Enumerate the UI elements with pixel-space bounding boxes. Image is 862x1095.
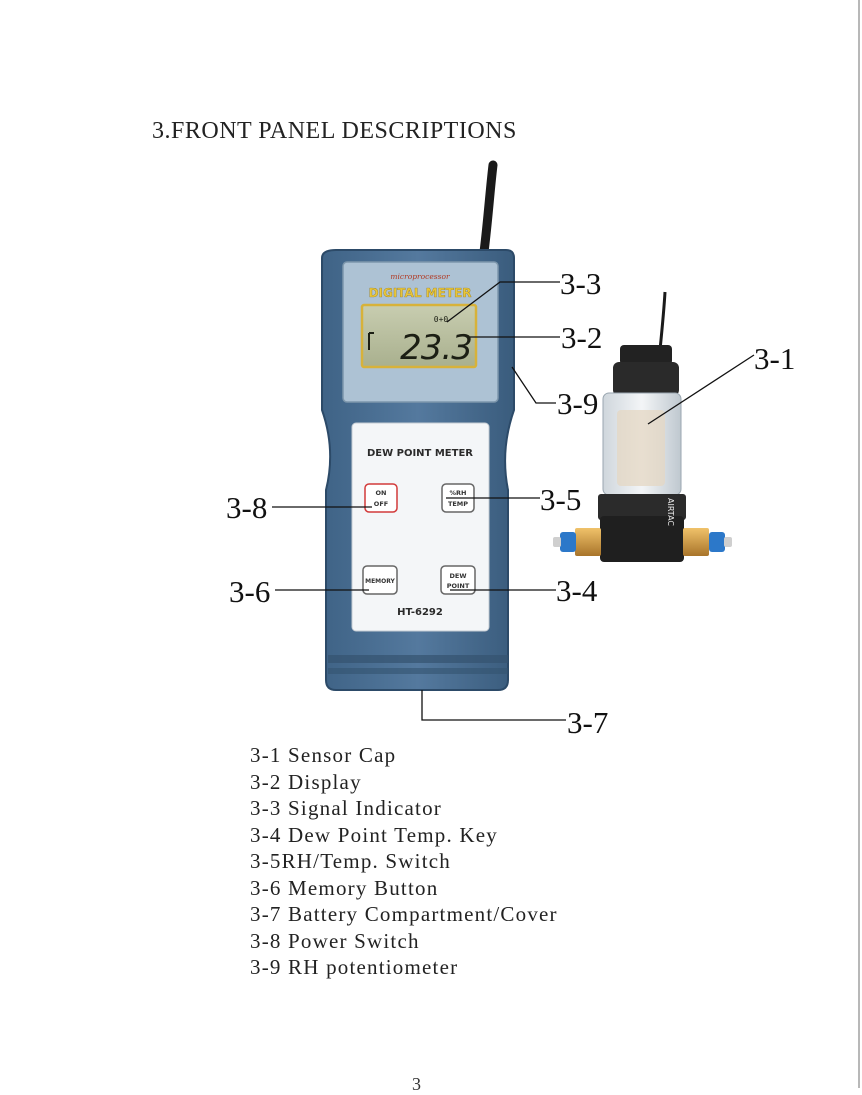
keypad-panel — [352, 423, 489, 631]
svg-text:TEMP: TEMP — [447, 500, 469, 508]
model-text: HT-6292 — [397, 607, 443, 618]
callout-3-7: 3-7 — [567, 705, 609, 740]
svg-text:DEW: DEW — [449, 572, 467, 580]
legend-item: 3-9 RH potentiometer — [250, 955, 459, 979]
callout-3-2: 3-2 — [561, 320, 603, 355]
callout-3-6: 3-6 — [229, 574, 271, 609]
svg-text:POINT: POINT — [446, 582, 470, 590]
meter-cable — [484, 165, 493, 252]
legend-item: 3-2 Display — [250, 769, 362, 794]
svg-text:OFF: OFF — [373, 500, 389, 508]
legend-item: 3-3 Signal Indicator — [250, 796, 442, 820]
legend-item: 3-1 Sensor Cap — [250, 743, 397, 767]
callout-3-8: 3-8 — [226, 490, 268, 525]
callout-3-5: 3-5 — [540, 482, 582, 517]
svg-text:MEMORY: MEMORY — [365, 578, 395, 585]
panel-title-text: DEW POINT METER — [366, 448, 474, 459]
svg-text:ON: ON — [375, 489, 387, 497]
page-number: 3 — [412, 1074, 421, 1094]
leader-3-9 — [512, 367, 556, 403]
legend-item: 3-7 Battery Compartment/Cover — [250, 902, 558, 926]
brand-main-text: DIGITAL METER — [368, 286, 472, 300]
callout-3-1: 3-1 — [754, 341, 796, 376]
legend-item: 3-6 Memory Button — [250, 875, 439, 900]
section-title: 3.FRONT PANEL DESCRIPTIONS — [152, 118, 517, 144]
legend-item: 3-8 Power Switch — [250, 928, 420, 953]
power-switch-key[interactable] — [365, 484, 397, 512]
signal-indicator: 0+0 — [433, 315, 449, 324]
lcd-value: 23.3 — [400, 328, 472, 368]
display-panel — [343, 262, 498, 402]
callout-3-3: 3-3 — [560, 266, 602, 301]
legend-item: 3-4 Dew Point Temp. Key — [250, 822, 498, 847]
leader-3-7 — [422, 690, 566, 720]
legend-list — [250, 742, 558, 981]
legend-item: 3-5RH/Temp. Switch — [250, 849, 451, 873]
callout-3-4: 3-4 — [556, 573, 598, 608]
sensor-body-text: AIRTAC — [666, 498, 675, 526]
callout-3-9: 3-9 — [557, 386, 599, 421]
brand-small-text: microprocessor — [390, 272, 450, 281]
svg-text:%RH: %RH — [449, 489, 467, 497]
